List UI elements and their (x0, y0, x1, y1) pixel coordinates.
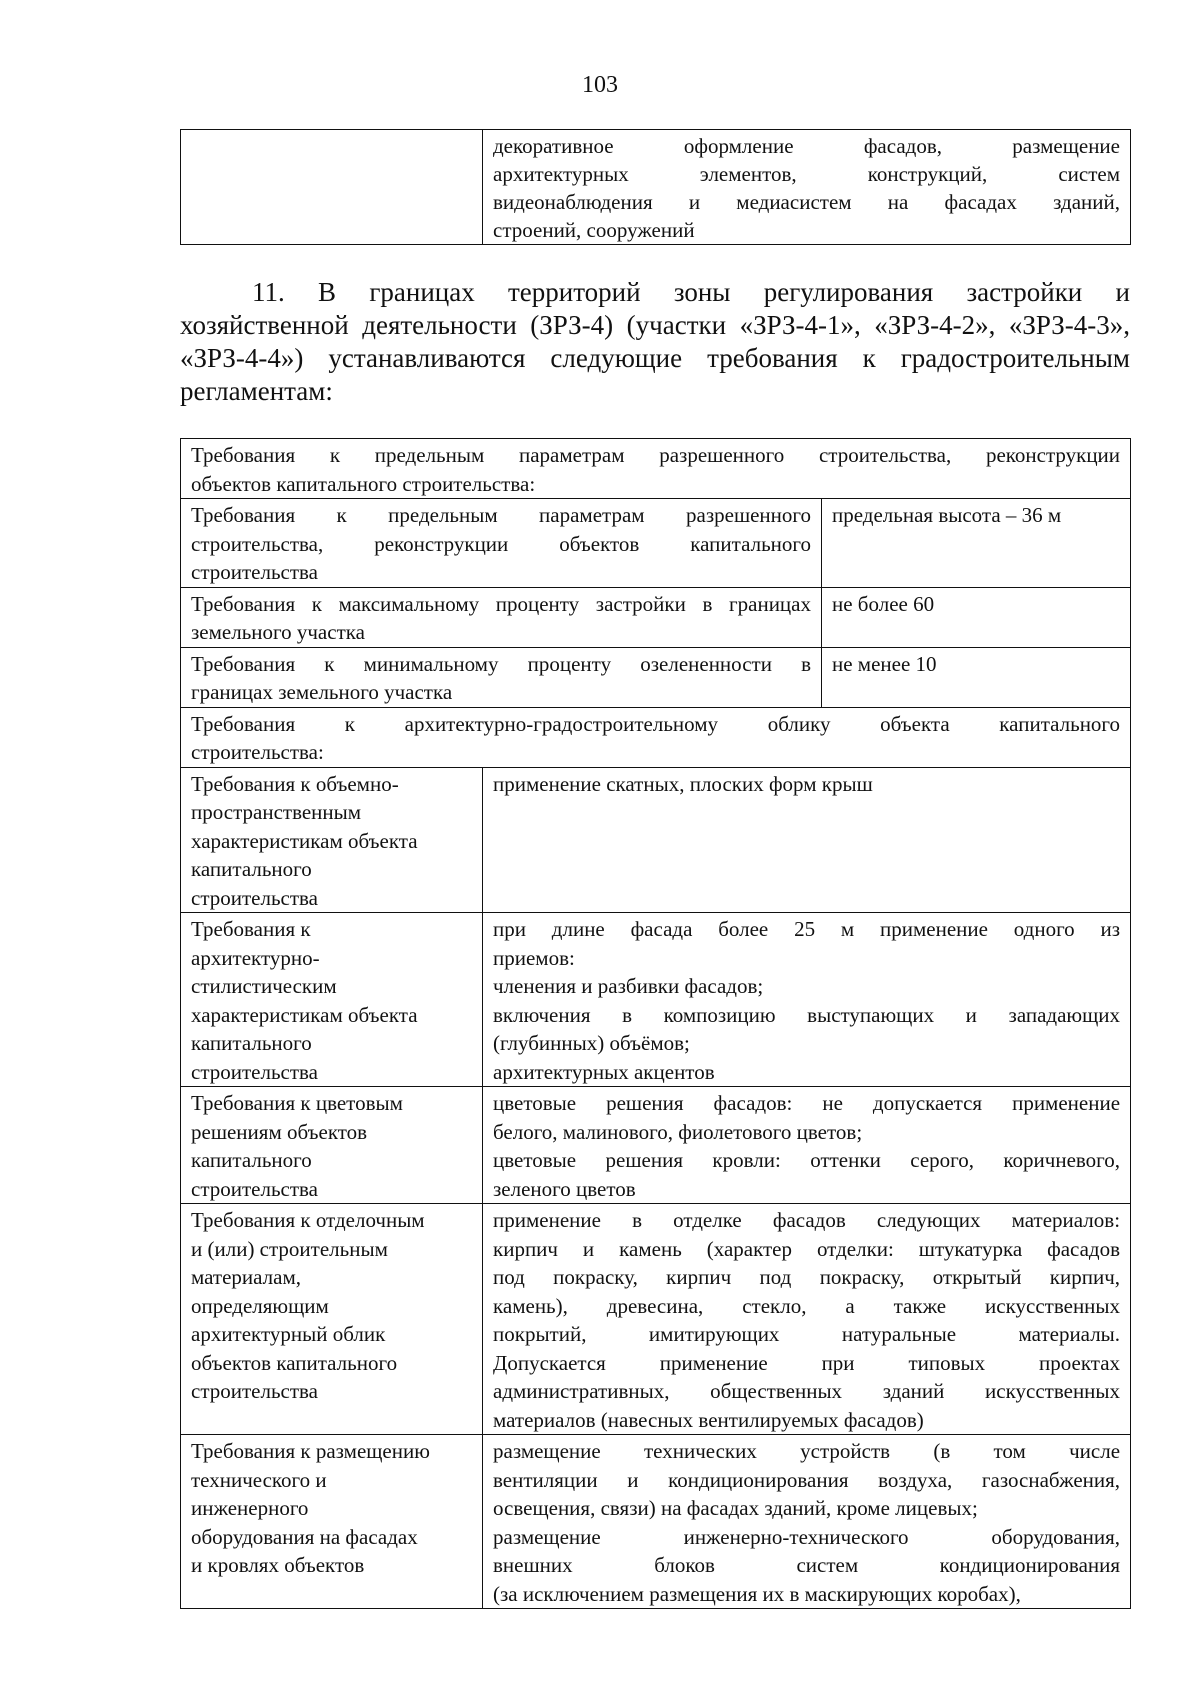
table-cell-label: Требования к минимальному проценту озелененности в границах земельного участка (181, 647, 822, 707)
empty-cell (181, 130, 483, 245)
table-cell-value: размещение технических устройств (в том числе вентиляции и кондиционирования воздуха, газоснабжения, освещения, связи) на фасадах зданий, кроме лицевых; размещение инженерно-технического оборудования, внешних блоков систем кондиционирования (за исключением размещения их в маскирующих коробах), (483, 1435, 1131, 1609)
table-cell-value: применение скатных, плоских форм крыш (483, 767, 1131, 913)
requirements-table (180, 438, 1131, 1609)
section-header-cell: Требования к архитектурно-градостроительному облику объекта капитального строительства: (181, 707, 1131, 767)
table-cell-value: при длине фасада более 25 м применение одного из приемов: членения и разбивки фасадов; включения в композицию выступающих и западающих (глубинных) объёмов; архитектурных акцентов (483, 913, 1131, 1087)
table-cell-label: Требования к размещению технического и инженерного оборудования на фасадах и кровлях объектов (181, 1435, 483, 1609)
table-row (181, 587, 1131, 647)
table-row (181, 1087, 1131, 1204)
table-cell-value: не менее 10 (822, 647, 1131, 707)
table-cell-label: Требования к архитектурно- стилистическим характеристикам объекта капитального строительства (181, 913, 483, 1087)
table-cell-label: Требования к отделочным и (или) строительным материалам, определяющим архитектурный облик объектов капитального строительства (181, 1204, 483, 1435)
table-cell-label: Требования к цветовым решениям объектов капитального строительства (181, 1087, 483, 1204)
table-row (181, 1435, 1131, 1609)
continuation-table (180, 129, 1131, 245)
table-row (181, 647, 1131, 707)
table-cell-value: декоративное оформление фасадов, размещение архитектурных элементов, конструкций, систем видеонаблюдения и медиасистем на фасадах зданий, строений, сооружений (483, 130, 1131, 245)
table-cell-label: Требования к предельным параметрам разрешенного строительства, реконструкции объектов капитального строительства (181, 499, 822, 588)
table-cell-value: не более 60 (822, 587, 1131, 647)
table-row-header (181, 439, 1131, 499)
table-row (181, 499, 1131, 588)
table-row-header (181, 707, 1131, 767)
table-cell-value: применение в отделке фасадов следующих материалов: кирпич и камень (характер отделки: штукатурка фасадов под покраску, кирпич под покраску, открытый кирпич, камень), древесина, стекло, а также искусственных покрытий, имитирующих натуральные материалы. Допускается применение при типовых проектах административных, общественных зданий искусственных материалов (навесных вентилируемых фасадов) (483, 1204, 1131, 1435)
table-row (181, 767, 1131, 913)
table-cell-label: Требования к максимальному проценту застройки в границах земельного участка (181, 587, 822, 647)
section-paragraph: 11. В границах территорий зоны регулирования застройки и хозяйственной деятельности (ЗРЗ-4) (участки «ЗРЗ-4-1», «ЗРЗ-4-2», «ЗРЗ-4-3», «ЗРЗ-4-4») устанавливаются следующие требования к градостроительным регламентам: (180, 277, 1130, 406)
table-row (181, 1204, 1131, 1435)
page-number: 103 (582, 72, 618, 98)
table-row (181, 913, 1131, 1087)
table-cell-value: предельная высота – 36 м (822, 499, 1131, 588)
section-header-cell: Требования к предельным параметрам разрешенного строительства, реконструкции объектов капитального строительства: (181, 439, 1131, 499)
table-row (181, 130, 1131, 245)
table-cell-label: Требования к объемно- пространственным характеристикам объекта капитального строительства (181, 767, 483, 913)
table-cell-value: цветовые решения фасадов: не допускается применение белого, малинового, фиолетового цветов; цветовые решения кровли: оттенки серого, коричневого, зеленого цветов (483, 1087, 1131, 1204)
